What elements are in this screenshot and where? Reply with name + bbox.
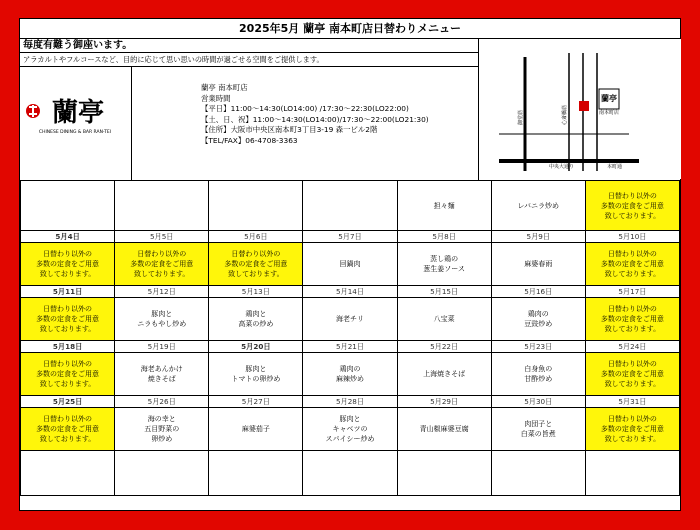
menu-cell: 海老あんかけ 焼きそば bbox=[115, 353, 209, 396]
empty-row bbox=[21, 451, 680, 496]
menu-cell: 豚肉と トマトの卵炒め bbox=[209, 353, 303, 396]
menu-row-5 bbox=[21, 408, 680, 451]
weekend-hours: 【土、日、祝】11:00～14:30(LO14:00)/17:30～22:00(LO21:30) bbox=[201, 114, 429, 124]
menu-cell: 日替わり以外の 多数の定食をご用意 致しております。 bbox=[585, 181, 679, 231]
date-cell: 5月12日 bbox=[115, 286, 209, 298]
date-cell: 5月24日 bbox=[585, 341, 679, 353]
menu-cell: 海の幸と 五目野菜の 卵炒め bbox=[115, 408, 209, 451]
menu-cell: 鶏肉の 麻辣炒め bbox=[303, 353, 397, 396]
date-cell: 5月4日 bbox=[21, 231, 115, 243]
date-cell: 5月23日 bbox=[491, 341, 585, 353]
hours-label: 営業時間 bbox=[201, 93, 231, 103]
logo-graphic bbox=[20, 67, 130, 179]
menu-row-3 bbox=[21, 298, 680, 341]
store-info bbox=[132, 67, 478, 180]
date-cell: 5月13日 bbox=[209, 286, 303, 298]
date-cell: 5月20日 bbox=[209, 341, 303, 353]
menu-row-4 bbox=[21, 353, 680, 396]
date-row-4 bbox=[21, 341, 680, 353]
restaurant-logo bbox=[20, 67, 132, 180]
date-cell: 5月7日 bbox=[303, 231, 397, 243]
date-cell: 5月18日 bbox=[21, 341, 115, 353]
map-road-label: 中央大通り bbox=[549, 164, 575, 170]
menu-cell: 白身魚の 甘酢炒め bbox=[491, 353, 585, 396]
header-section bbox=[20, 39, 680, 181]
menu-cell: 鶏肉と 高菜の炒め bbox=[209, 298, 303, 341]
empty-cell bbox=[397, 451, 491, 496]
date-cell: 5月10日 bbox=[585, 231, 679, 243]
weekday-hours: 【平日】11:00～14:30(LO14:00) /17:30～22:30(LO22:00) bbox=[201, 104, 409, 113]
menu-cell: 日替わり以外の 多数の定食をご用意 致しております。 bbox=[585, 353, 679, 396]
date-cell: 5月22日 bbox=[397, 341, 491, 353]
map-label-2: 心斎橋筋 bbox=[562, 104, 568, 125]
menu-cell: 海老チリ bbox=[303, 298, 397, 341]
empty-cell bbox=[491, 451, 585, 496]
calendar-table bbox=[20, 180, 680, 496]
menu-row-2 bbox=[21, 243, 680, 286]
date-cell: 5月15日 bbox=[397, 286, 491, 298]
menu-cell: 回鍋肉 bbox=[303, 243, 397, 286]
date-cell: 5月19日 bbox=[115, 341, 209, 353]
menu-cell: 豚肉と ニラもやし炒め bbox=[115, 298, 209, 341]
map-store-sub: 南本町店 bbox=[598, 110, 620, 116]
menu-cell: 麻婆茄子 bbox=[209, 408, 303, 451]
date-cell: 5月31日 bbox=[585, 396, 679, 408]
date-cell: 5月29日 bbox=[397, 396, 491, 408]
menu-cell: 上海焼きそば bbox=[397, 353, 491, 396]
menu-cell: 日替わり以外の 多数の定食をご用意 致しております。 bbox=[115, 243, 209, 286]
date-cell: 5月9日 bbox=[491, 231, 585, 243]
menu-sheet bbox=[19, 18, 681, 511]
map-label-1: 御堂筋 bbox=[518, 109, 524, 125]
greeting: 毎度有難う御座います。 bbox=[20, 39, 478, 53]
date-cell: 5月27日 bbox=[209, 396, 303, 408]
date-row-2 bbox=[21, 231, 680, 243]
menu-cell: 日替わり以外の 多数の定食をご用意 致しております。 bbox=[21, 298, 115, 341]
menu-cell: 鶏肉の 豆豉炒め bbox=[491, 298, 585, 341]
page-title: 2025年5月 蘭亭 南本町店日替わりメニュー bbox=[20, 19, 680, 39]
menu-cell: 日替わり以外の 多数の定食をご用意 致しております。 bbox=[585, 408, 679, 451]
menu-cell: 日替わり以外の 多数の定食をご用意 致しております。 bbox=[585, 298, 679, 341]
menu-cell bbox=[209, 181, 303, 231]
date-cell: 5月11日 bbox=[21, 286, 115, 298]
menu-cell: レバニラ炒め bbox=[491, 181, 585, 231]
menu-cell: 八宝菜 bbox=[397, 298, 491, 341]
menu-cell: 日替わり以外の 多数の定食をご用意 致しております。 bbox=[209, 243, 303, 286]
date-cell: 5月30日 bbox=[491, 396, 585, 408]
empty-cell bbox=[209, 451, 303, 496]
date-cell: 5月8日 bbox=[397, 231, 491, 243]
menu-cell: 担々麺 bbox=[397, 181, 491, 231]
map-store-label: 蘭亭 bbox=[601, 94, 617, 103]
week-row-1 bbox=[21, 181, 680, 231]
date-cell: 5月21日 bbox=[303, 341, 397, 353]
date-cell: 5月5日 bbox=[115, 231, 209, 243]
map-graphic bbox=[479, 39, 681, 179]
menu-cell: 日替わり以外の 多数の定食をご用意 致しております。 bbox=[21, 353, 115, 396]
date-cell: 5月16日 bbox=[491, 286, 585, 298]
store-name: 蘭亭 南本町店 bbox=[201, 83, 248, 92]
calendar bbox=[20, 180, 680, 496]
empty-cell bbox=[585, 451, 679, 496]
menu-cell bbox=[115, 181, 209, 231]
date-row-5 bbox=[21, 396, 680, 408]
empty-cell bbox=[21, 451, 115, 496]
date-cell: 5月28日 bbox=[303, 396, 397, 408]
menu-cell: 日替わり以外の 多数の定食をご用意 致しております。 bbox=[21, 408, 115, 451]
menu-cell: 青山椒麻婆豆腐 bbox=[397, 408, 491, 451]
date-cell: 5月14日 bbox=[303, 286, 397, 298]
menu-cell: 豚肉と キャベツの スパイシー炒め bbox=[303, 408, 397, 451]
menu-cell bbox=[21, 181, 115, 231]
menu-cell: 肉団子と 白菜の旨煮 bbox=[491, 408, 585, 451]
date-cell: 5月26日 bbox=[115, 396, 209, 408]
menu-cell bbox=[303, 181, 397, 231]
svg-text:CHINESE DINING & BAR RAN-TEI: CHINESE DINING & BAR RAN-TEI bbox=[38, 130, 112, 135]
phone: 【TEL/FAX】06-4708-3363 bbox=[201, 135, 298, 145]
empty-cell bbox=[303, 451, 397, 496]
menu-cell: 麻婆春雨 bbox=[491, 243, 585, 286]
address: 【住所】大阪市中央区南本町3丁目3-19 森一ビル2階 bbox=[201, 125, 378, 134]
access-map bbox=[478, 39, 682, 180]
date-cell: 5月6日 bbox=[209, 231, 303, 243]
menu-cell: 日替わり以外の 多数の定食をご用意 致しております。 bbox=[21, 243, 115, 286]
svg-text:蘭亭: 蘭亭 bbox=[51, 98, 105, 128]
date-cell: 5月25日 bbox=[21, 396, 115, 408]
date-cell: 5月17日 bbox=[585, 286, 679, 298]
empty-cell bbox=[115, 451, 209, 496]
subline: アラカルトやフルコースなど、目的に応じて思い思いの時間が過ごせる空間をご提供します。 bbox=[20, 53, 478, 67]
map-road-label-2: 本町通 bbox=[607, 164, 623, 170]
menu-cell: 蒸し鶏の 葱生姜ソース bbox=[397, 243, 491, 286]
menu-cell: 日替わり以外の 多数の定食をご用意 致しております。 bbox=[585, 243, 679, 286]
date-row-3 bbox=[21, 286, 680, 298]
